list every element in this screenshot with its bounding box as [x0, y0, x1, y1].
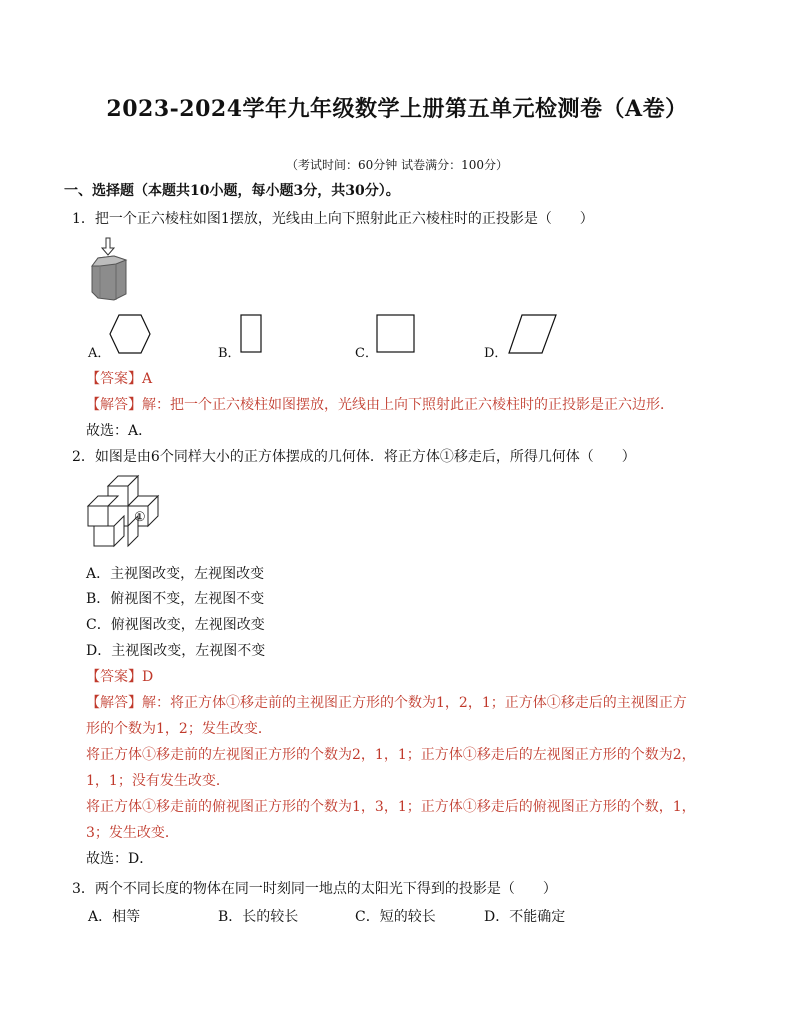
q1-analysis-text: 解：把一个正六棱柱如图摆放，光线由上向下照射此正六棱柱时的正投影是正六边形． — [142, 397, 674, 413]
page-title: 2023-2024学年九年级数学上册第五单元检测卷（A卷） — [106, 96, 688, 122]
square-shape — [376, 314, 416, 354]
q2-cube-label: ① — [134, 510, 146, 525]
q1-option-b-label[interactable]: B． — [218, 346, 241, 361]
q2-analysis-line-6: 3；发生改变． — [86, 825, 179, 841]
q1-option-d-label[interactable]: D． — [484, 346, 508, 361]
q1-prism-figure — [86, 236, 136, 306]
q2-cubes-figure — [86, 470, 166, 550]
exam-info: （考试时间：60分钟 试卷满分：100分） — [286, 158, 508, 172]
q3-option-c[interactable]: C．短的较长 — [355, 909, 436, 925]
q1-conclusion: 故选：A． — [86, 423, 153, 439]
light-arrow-icon — [102, 238, 114, 255]
parallelogram-shape — [508, 314, 558, 354]
q2-option-d[interactable]: D．主视图改变，左视图不变 — [86, 643, 266, 659]
q2-option-b[interactable]: B．俯视图不变，左视图不变 — [86, 591, 265, 607]
section-heading: 一、选择题（本题共10小题，每小题3分，共30分）。 — [64, 183, 400, 199]
q3-option-d[interactable]: D．不能确定 — [484, 909, 566, 925]
q2-conclusion: 故选：D． — [86, 851, 154, 867]
q1-analysis — [86, 394, 674, 414]
q2-stem: 2．如图是由6个同样大小的正方体摆成的几何体．将正方体①移走后，所得几何体（ ） — [72, 449, 636, 465]
q2-answer: 【答案】D — [86, 669, 154, 685]
q2-analysis-text-1: 解：将正方体①移走前的主视图正方形的个数为1，2，1；正方体①移走后的主视图正方 — [142, 695, 687, 711]
q2-analysis-tag: 【解答】 — [86, 695, 142, 711]
q1-analysis-tag: 【解答】 — [86, 397, 142, 413]
q3-option-a[interactable]: A．相等 — [88, 909, 141, 925]
q1-stem: 1．把一个正六棱柱如图1摆放，光线由上向下照射此正六棱柱时的正投影是（ ） — [72, 211, 594, 227]
q2-option-c[interactable]: C．俯视图改变，左视图改变 — [86, 617, 265, 633]
q2-analysis-line-5: 将正方体①移走前的俯视图正方形的个数为1，3，1；正方体①移走后的俯视图正方形的个数，1， — [86, 799, 696, 815]
rectangle-shape — [240, 314, 264, 354]
q1-option-a-label[interactable]: A． — [88, 346, 111, 361]
q2-analysis-line-4: 1，1；没有发生改变． — [86, 773, 230, 789]
q2-analysis-line-2: 形的个数为1，2；发生改变． — [86, 721, 272, 737]
q3-option-b[interactable]: B．长的较长 — [218, 909, 299, 925]
hexagon-shape — [108, 314, 152, 354]
q1-answer: 【答案】A — [86, 371, 153, 387]
q2-analysis-line-3: 将正方体①移走前的左视图正方形的个数为2，1，1；正方体①移走后的左视图正方形的个数为2， — [86, 747, 696, 763]
q3-stem: 3．两个不同长度的物体在同一时刻同一地点的太阳光下得到的投影是（ ） — [72, 881, 557, 897]
q2-option-a[interactable]: A．主视图改变，左视图改变 — [86, 566, 265, 582]
q2-analysis-line-1 — [86, 692, 687, 712]
q1-option-c-label[interactable]: C． — [355, 346, 378, 361]
